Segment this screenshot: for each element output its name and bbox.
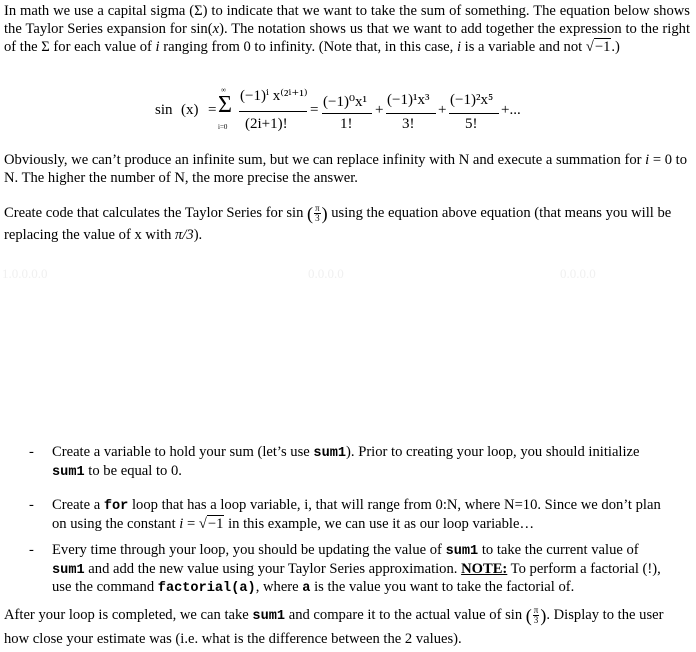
note-label: NOTE: [461,560,508,577]
intro-text-3: ranging from 0 to infinity. (Note that, in this case, [159,39,457,55]
term2-denominator: 3! [402,116,415,132]
bullet-dash: - [29,497,34,513]
intro-var-i: i [155,39,160,55]
code-sum1: sum1 [252,609,286,624]
general-term-fraction-bar [239,111,307,112]
eq-equals-2: = [310,102,319,118]
p3-text-2: using the equation above equation (that means you will be replacing the value of x with [4,205,672,243]
faded-background-text [0,264,696,414]
eq-lhs: sin [155,102,173,118]
sigma-symbol: Σ [218,92,232,118]
bullet-text: Every time through your loop, you should be updating the value of sum1 to take the current value of sum1 and add the new value using your Taylor Series approximation. NOTE: To perform a factorial (!), use the command factorial(a), where a is the value you want to take the factorial of. [52,542,661,596]
p2-var-i: i [645,152,650,168]
pi-over-3-fraction: $\frac{\pi}{3}$ [315,203,320,224]
code-a: a [302,581,311,596]
term3-denominator: 5! [465,116,478,132]
code-for: for [103,499,129,514]
term3-numerator: (−1)²x⁵ [450,92,494,108]
sqrt-neg-one: √−1 [198,515,224,532]
p2-text-1: Obviously, we can’t produce an infinite sum, but we can replace infinity with N and execute a summation for [4,152,646,168]
bullet-text: Create a for loop that has a loop variable, i, that will range from 0:N, where N=10. Since we don’t plan on using the constant i = √−1 in this example, we can use it as our loop variable… [52,497,661,532]
bullet-dash: - [29,542,34,558]
taylor-series-equation [155,86,555,136]
general-term-denominator: (2i+1)! [245,116,288,132]
pi-over-3-fraction: $\frac{\pi}{3}$ [533,605,539,626]
bullet-dash: - [29,444,34,460]
intro-text-5: .) [611,39,620,55]
code-sum1: sum1 [313,446,347,461]
faded-left: 1.0.0.0.0 [2,266,48,281]
eq-equals: = [208,102,217,118]
p3-text-1: Create code that calculates the Taylor Series for sin [4,205,308,221]
p3-text-3: ). [193,227,203,243]
series-continuation: +... [501,102,521,118]
faded-mid: 0.0.0.0 [308,266,344,281]
term1-fraction-bar [322,113,372,114]
task-paragraph: Create code that calculates the Taylor Series for sin ( $\frac{\pi}{3}$ ) using the equation above equation (that means you will be replacing the value of x with π/3). [4,203,672,243]
term1-denominator: 1! [340,116,353,132]
intro-text-4: is a variable and not [461,39,586,55]
eq-lhs-arg: (x) [181,102,199,118]
final-paragraph: After your loop is completed, we can take sum1 and compare it to the actual value of sin ( $\frac{\pi}{3}$ ). Display to the user how close your estimate was (i.e. what is the difference between the 2 values). [4,605,664,647]
sqrt-neg-one: √−1 [585,39,611,55]
intro-text-1: In math we use a capital sigma (Σ) to indicate that we want to take the sum of something. The equation below shows the Taylor Series expansion for sin( [4,3,690,37]
code-factorial: factorial(a) [157,581,256,596]
bullet-text: Create a variable to hold your sum (let’s use sum1). Prior to creating your loop, you should initialize sum1 to be equal to 0. [52,444,640,480]
general-term-numerator: (−1)ⁱ x⁽²ⁱ⁺¹⁾ [240,88,308,104]
intro-text-2: ). The notation shows us that we want to add together the expression to the right of the Σ for each value of [4,21,690,55]
sigma-lower-limit: i=0 [218,123,228,131]
plus-2: + [438,102,447,118]
term3-fraction-bar [449,113,499,114]
term2-fraction-bar [386,113,436,114]
intro-paragraph [4,2,690,56]
term2-numerator: (−1)¹x³ [387,92,430,108]
faded-right: 0.0.0.0 [560,266,596,281]
plus-1: + [375,102,384,118]
p2-text-2: = 0 to N. The higher the number of N, the more precise the answer. [4,152,688,186]
intro-var-x: x [212,21,220,37]
intro-var-i2: i [456,39,462,55]
code-sum1: sum1 [445,544,479,559]
code-sum1: sum1 [52,562,85,578]
term1-numerator: (−1)⁰x¹ [323,94,367,110]
p3-pi-over-3: π/3 [175,227,194,243]
sigma-upper-limit: ∞ [221,86,226,94]
code-sum1: sum1 [52,464,85,480]
summation-paragraph [4,151,690,187]
